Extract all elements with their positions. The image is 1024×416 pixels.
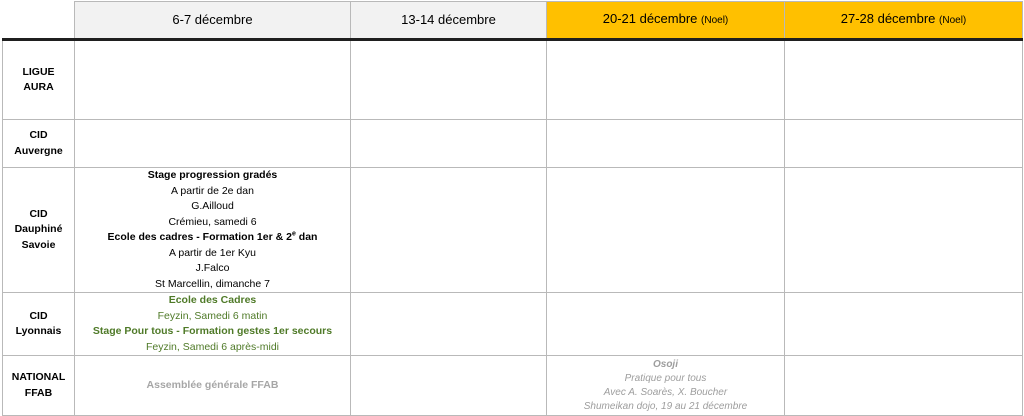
cell-lyonnais-col2 — [351, 293, 547, 356]
cell-ligue-col3 — [547, 40, 785, 120]
cell-dauphine-col3 — [547, 168, 785, 293]
row-label-auvergne-line2: Auvergne — [14, 144, 63, 157]
cell-lyonnais-col4 — [785, 293, 1023, 356]
header-col-1 — [75, 2, 351, 40]
row-label-national — [3, 356, 75, 416]
row-label-lyonnais — [3, 293, 75, 356]
event-title — [75, 230, 350, 246]
header-col-1-label: 6-7 décembre — [172, 12, 253, 28]
event-detail: A partir de 2e dan — [171, 184, 254, 197]
cell-dauphine-col4 — [785, 168, 1023, 293]
cell-national-col1 — [75, 356, 351, 416]
event-title-part: dan — [295, 231, 318, 243]
cell-dauphine-col1 — [75, 168, 351, 293]
event-detail: Shumeikan dojo, 19 au 21 décembre — [583, 400, 748, 412]
event-title-superscript: e — [291, 230, 296, 238]
event-detail: A partir de 1er Kyu — [169, 246, 256, 259]
cell-national-col2 — [351, 356, 547, 416]
row-label-lyonnais-line1: CID — [29, 309, 48, 322]
event-title: Ecole des Cadres — [168, 294, 257, 306]
event-title: Stage Pour tous - Formation gestes 1er secours — [92, 325, 333, 337]
header-col-2-label: 13-14 décembre — [401, 12, 496, 28]
row-national — [3, 356, 1023, 416]
row-label-auvergne-line1: CID — [29, 129, 48, 141]
header-col-3-label: 20-21 décembre — [602, 11, 698, 27]
event-title: Stage progression gradés — [147, 169, 278, 181]
header-col-2 — [351, 2, 547, 40]
cell-national-col3 — [547, 356, 785, 416]
row-auvergne — [3, 120, 1023, 168]
row-label-ligue — [3, 40, 75, 120]
cell-lyonnais-col1 — [75, 293, 351, 356]
event-detail: J.Falco — [195, 262, 230, 274]
event-detail: Feyzin, Samedi 6 après-midi — [145, 340, 280, 353]
cell-dauphine-col2 — [351, 168, 547, 293]
row-label-auvergne — [3, 120, 75, 168]
row-dauphine — [3, 168, 1023, 293]
event-detail: Avec A. Soarès, X. Boucher — [603, 386, 728, 398]
cell-auvergne-col1 — [75, 120, 351, 168]
header-col-4-label: 27-28 décembre — [840, 11, 936, 27]
cell-auvergne-col2 — [351, 120, 547, 168]
event-detail: St Marcellin, dimanche 7 — [155, 277, 270, 290]
cell-national-col4 — [785, 356, 1023, 416]
event-detail: Pratique pour tous — [624, 372, 707, 384]
header-col-3 — [547, 2, 785, 40]
header-col-4 — [785, 2, 1023, 40]
header-row — [3, 2, 1023, 40]
row-label-dauphine-line2: Dauphiné — [14, 223, 63, 236]
event-detail: G.Ailloud — [191, 200, 234, 212]
event-detail: Feyzin, Samedi 6 matin — [157, 309, 268, 322]
header-corner — [3, 2, 75, 40]
cell-ligue-col2 — [351, 40, 547, 120]
row-label-dauphine-line3: Savoie — [21, 238, 56, 251]
cell-lyonnais-col3 — [547, 293, 785, 356]
header-col-4-note: (Noel) — [939, 15, 967, 27]
cell-ligue-col1 — [75, 40, 351, 120]
cell-auvergne-col3 — [547, 120, 785, 168]
row-lyonnais — [3, 293, 1023, 356]
row-label-ligue-line1: LIGUE — [22, 65, 55, 78]
cell-auvergne-col4 — [785, 120, 1023, 168]
event-title: Osoji — [652, 358, 678, 370]
row-label-national-line1: NATIONAL — [11, 371, 66, 383]
row-label-dauphine-line1: CID — [29, 207, 48, 220]
event-title-part: Ecole des cadres - Formation 1er & 2 — [107, 231, 292, 243]
row-label-lyonnais-line2: Lyonnais — [15, 325, 62, 337]
event-detail: Crémieu, samedi 6 — [168, 215, 257, 228]
event-title: Assemblée générale FFAB — [146, 378, 279, 391]
schedule-table — [2, 1, 1023, 416]
row-label-ligue-line2: AURA — [23, 81, 54, 93]
row-ligue — [3, 40, 1023, 120]
row-label-national-line2: FFAB — [24, 386, 53, 399]
cell-ligue-col4 — [785, 40, 1023, 120]
header-col-3-note: (Noel) — [701, 15, 729, 27]
row-label-dauphine — [3, 168, 75, 293]
